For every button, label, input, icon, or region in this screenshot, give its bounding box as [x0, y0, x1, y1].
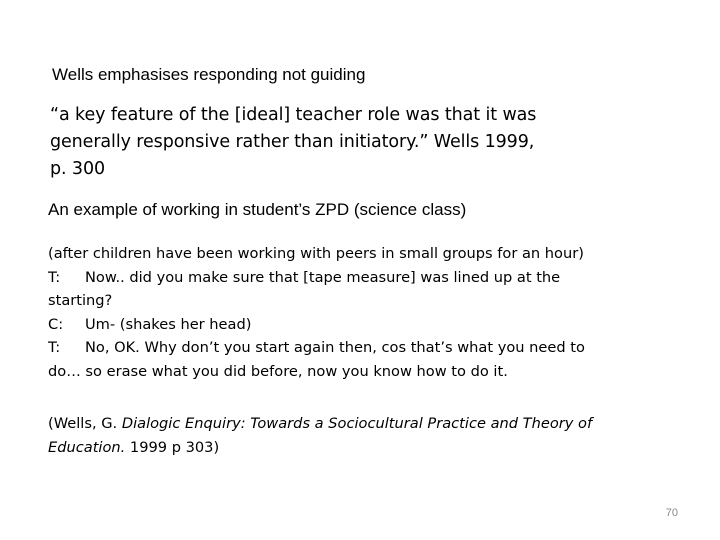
utterance: No, OK. Why don’t you start again then, cos that’s what you need to [85, 339, 585, 356]
page-number: 70 [665, 507, 678, 519]
quote-line: “a key feature of the [ideal] teacher role was that it was [50, 105, 537, 125]
dialogue-line [48, 289, 668, 313]
quote-block [50, 102, 650, 183]
citation-line [48, 412, 668, 436]
speaker-label: C: [48, 315, 64, 333]
dialogue-line [48, 266, 668, 290]
utterance: starting? [48, 292, 113, 309]
slide-heading: Wells emphasises responding not guiding [52, 65, 366, 84]
speaker-label: T: [48, 339, 61, 356]
citation-title: Dialogic Enquiry: Towards a Sociocultural Practice and Theory of [121, 415, 593, 432]
citation-title: Education. [48, 438, 126, 456]
quote-line: p. 300 [50, 159, 106, 179]
dialogue-line [48, 336, 668, 360]
quote-line: generally responsive rather than initiatory.” Wells 1999, [50, 132, 535, 152]
speaker-label: T: [48, 268, 61, 286]
example-subheading: An example of working in student’s ZPD (science class) [48, 200, 467, 219]
citation [48, 412, 668, 459]
citation-line [48, 436, 668, 460]
utterance: Now.. did you make sure that [tape measure] was lined up at the [85, 268, 561, 286]
citation-open: (Wells, G. [48, 415, 122, 432]
utterance: Um- (shakes her head) [85, 315, 252, 333]
citation-close: 1999 p 303) [125, 438, 220, 456]
dialogue-intro: (after children have been working with peers in small groups for an hour) [48, 245, 584, 262]
utterance: do… so erase what you did before, now you know how to do it. [48, 362, 508, 380]
dialogue-line [48, 313, 668, 337]
dialogue-transcript [48, 242, 668, 383]
dialogue-line [48, 360, 668, 384]
